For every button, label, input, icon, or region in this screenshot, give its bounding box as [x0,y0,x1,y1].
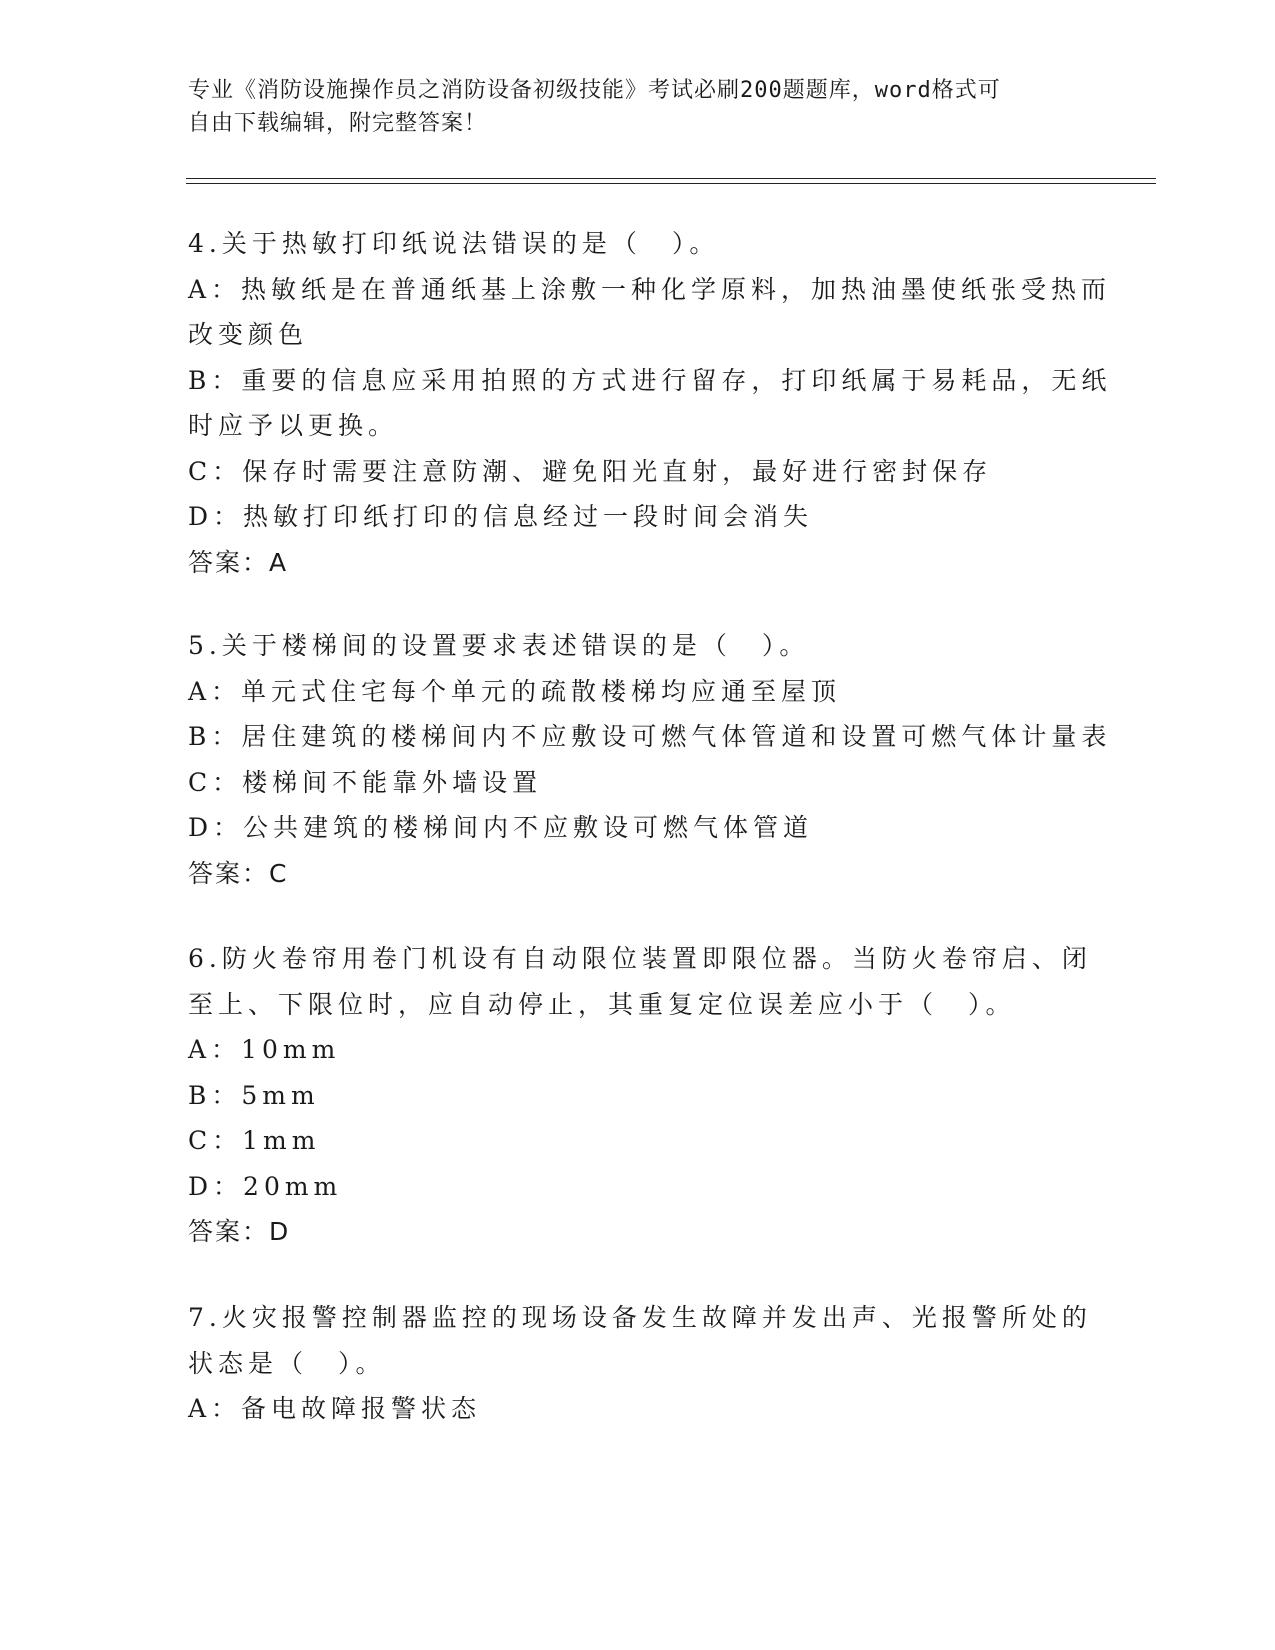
answer: 答案：A [188,547,289,577]
question-stem-continued: 至上、下限位时，应自动停止，其重复定位误差应小于（ ）。 [188,989,1016,1019]
option-d: D：20mm [188,1171,343,1201]
question-stem: 6.防火卷帘用卷门机设有自动限位装置即限位器。当防火卷帘启、闭 [188,944,1092,973]
option-b: B：重要的信息应采用拍照的方式进行留存，打印纸属于易耗品，无纸 [188,365,1112,395]
option-c: C：1mm [188,1126,321,1155]
question-5 [188,623,1112,896]
question-stem: 7.火灾报警控制器监控的现场设备发生故障并发出声、光报警所处的 [188,1303,1092,1332]
question-4 [188,221,1112,585]
question-stem: 4.关于热敏打印纸说法错误的是（ ）。 [188,229,720,258]
option-a: A：单元式住宅每个单元的疏散楼梯均应通至屋顶 [188,676,842,706]
question-stem: 5.关于楼梯间的设置要求表述错误的是（ ）。 [188,631,810,660]
question-7 [188,1295,1108,1432]
document-header [188,74,1088,140]
option-d: D：公共建筑的楼梯间内不应敷设可燃气体管道 [188,813,814,842]
header-divider [186,178,1156,184]
header-line-2: 自由下载编辑，附完整答案！ [188,111,488,136]
option-a: A：10mm [188,1035,341,1064]
option-b-continued: 时应予以更换。 [188,411,399,440]
option-c: C：保存时需要注意防潮、避免阳光直射，最好进行密封保存 [188,456,993,486]
answer: 答案：D [188,1217,291,1246]
option-a-continued: 改变颜色 [188,320,309,349]
header-line-1: 专业《消防设施操作员之消防设备初级技能》考试必刷200题题库，word格式可 [188,78,1001,103]
option-a: A：热敏纸是在普通纸基上涂敷一种化学原料，加热油墨使纸张受热而 [188,274,1112,304]
question-stem-continued: 状态是（ ）。 [188,1348,386,1378]
question-6 [188,936,1108,1255]
option-d: D：热敏打印纸打印的信息经过一段时间会消失 [188,502,814,531]
answer: 答案：C [188,858,289,888]
option-c: C：楼梯间不能靠外墙设置 [188,767,543,797]
option-a: A：备电故障报警状态 [188,1394,482,1423]
option-b: B：居住建筑的楼梯间内不应敷设可燃气体管道和设置可燃气体计量表 [188,722,1112,751]
option-b: B：5mm [188,1080,320,1110]
